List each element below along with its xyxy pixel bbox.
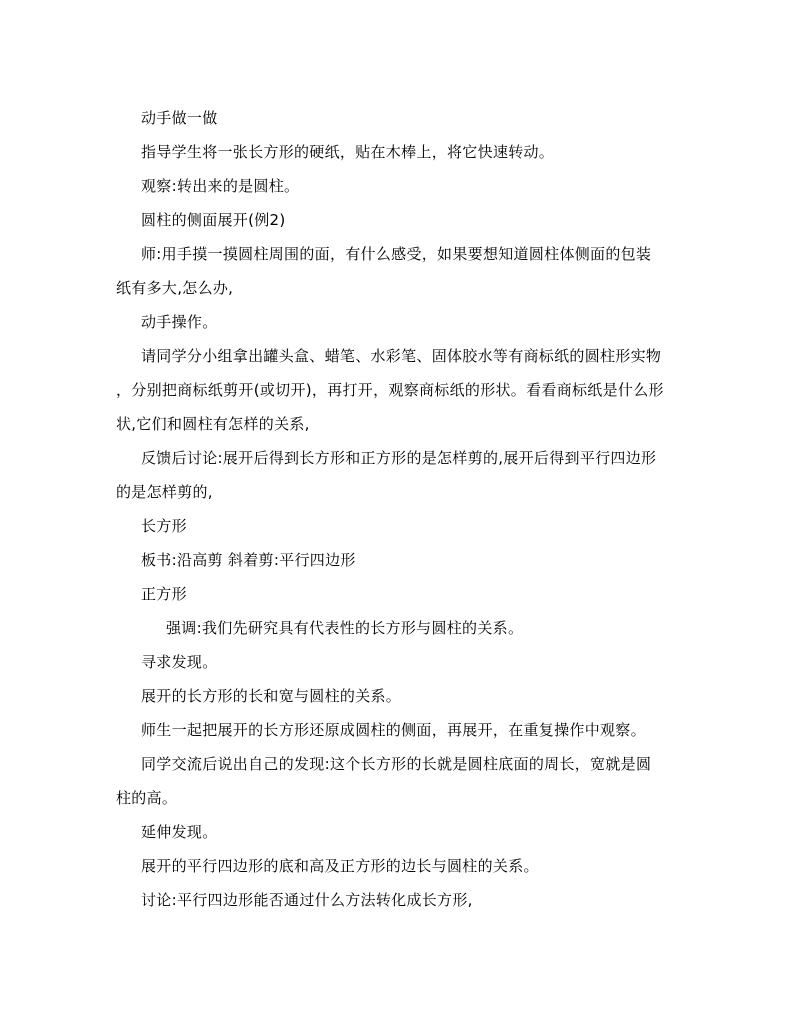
paragraph-teacher-question: 师:用手摸一摸圆柱周围的面，有什么感受，如果要想知道圆柱体侧面的包装 bbox=[141, 245, 652, 263]
paragraph-feedback: 反馈后讨论:展开后得到长方形和正方形的是怎样剪的,展开后得到平行四边形 bbox=[141, 449, 657, 467]
paragraph-teacher-question-cont: 纸有多大,怎么办, bbox=[116, 279, 234, 297]
paragraph-restore: 师生一起把展开的长方形还原成圆柱的侧面，再展开，在重复操作中观察。 bbox=[141, 721, 646, 739]
paragraph-hands-on: 动手做一做 bbox=[141, 109, 218, 127]
paragraph-seek-discovery: 寻求发现。 bbox=[141, 653, 218, 671]
paragraph-length-width: 展开的长方形的长和宽与圆柱的关系。 bbox=[141, 687, 402, 705]
paragraph-findings: 同学交流后说出自己的发现:这个长方形的长就是圆柱底面的周长，宽就是圆 bbox=[141, 755, 652, 773]
board-writing: 板书:沿高剪 斜着剪:平行四边形 bbox=[141, 551, 356, 569]
board-rectangle: 长方形 bbox=[141, 517, 187, 535]
paragraph-discussion: 讨论:平行四边形能否通过什么方法转化成长方形, bbox=[141, 891, 473, 909]
paragraph-extend-discovery: 延伸发现。 bbox=[141, 823, 218, 841]
paragraph-group-activity-cont: ，分别把商标纸剪开(或切开)，再打开，观察商标纸的形状。看看商标纸是什么形 bbox=[116, 381, 664, 399]
paragraph-hands-on-operation: 动手操作。 bbox=[141, 313, 218, 331]
board-square: 正方形 bbox=[141, 585, 187, 603]
paragraph-observation: 观察:转出来的是圆柱。 bbox=[141, 177, 300, 195]
paragraph-section-heading: 圆柱的侧面展开(例2) bbox=[141, 211, 286, 229]
paragraph-parallelogram-relation: 展开的平行四边形的底和高及正方形的边长与圆柱的关系。 bbox=[141, 857, 539, 875]
paragraph-findings-cont: 柱的高。 bbox=[116, 789, 178, 807]
paragraph-instruction: 指导学生将一张长方形的硬纸，贴在木棒上，将它快速转动。 bbox=[141, 143, 555, 161]
paragraph-group-activity-cont2: 状,它们和圆柱有怎样的关系, bbox=[116, 415, 310, 433]
paragraph-feedback-cont: 的是怎样剪的, bbox=[116, 483, 213, 501]
paragraph-group-activity: 请同学分小组拿出罐头盒、蜡笔、水彩笔、固体胶水等有商标纸的圆柱形实物 bbox=[141, 347, 662, 365]
paragraph-emphasis: 强调:我们先研究具有代表性的长方形与圆柱的关系。 bbox=[166, 619, 524, 637]
